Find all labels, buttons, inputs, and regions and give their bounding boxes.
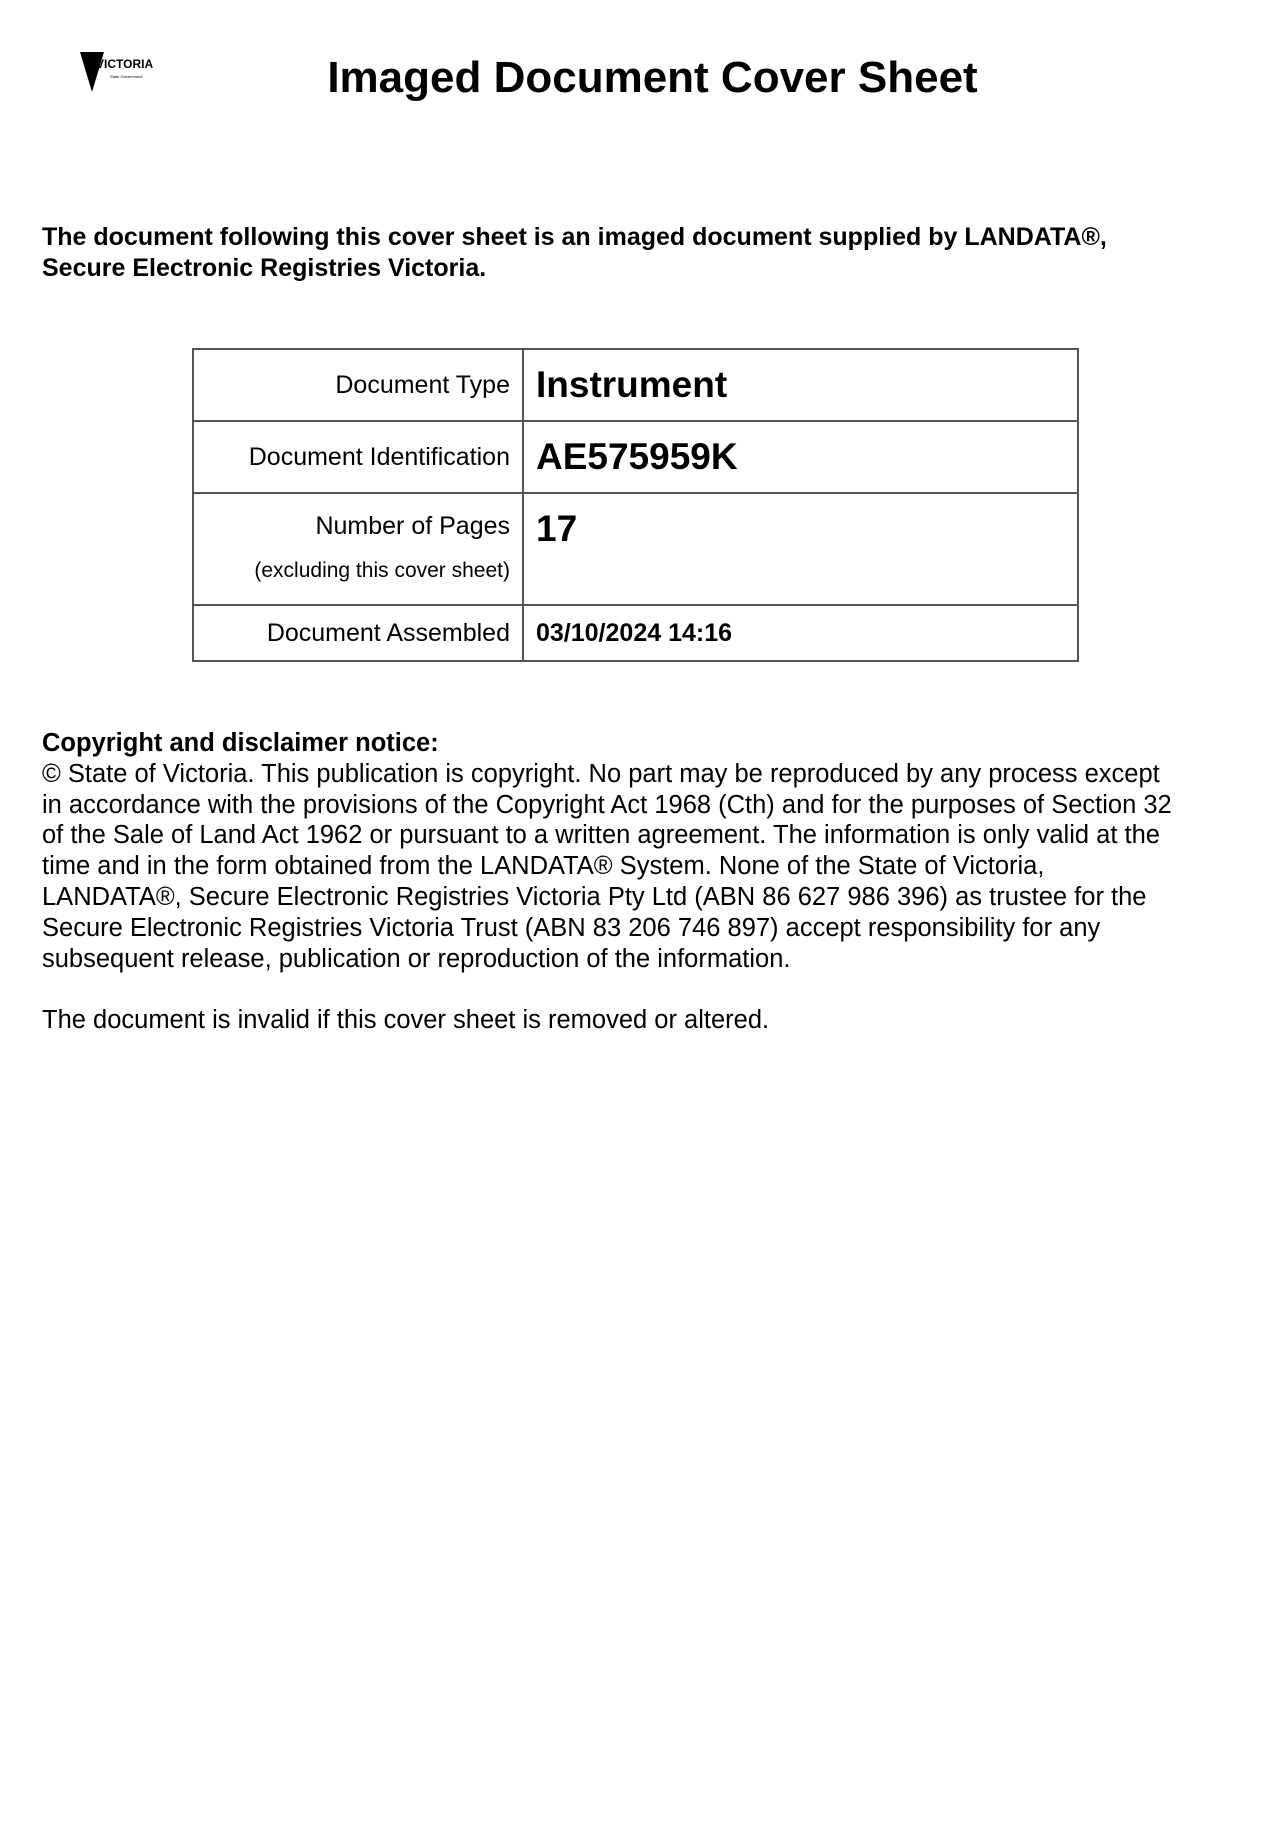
document-details-table (192, 348, 1079, 662)
copyright-notice-line: of the Sale of Land Act 1962 or pursuant to a written agreement. The information is only valid at the (42, 821, 1160, 850)
number-of-pages-sublabel: (excluding this cover sheet) (254, 559, 510, 582)
copyright-notice-line: © State of Victoria. This publication is copyright. No part may be reproduced by any process except (42, 759, 1160, 788)
number-of-pages-row (193, 493, 1078, 605)
copyright-notice-line: LANDATA®, Secure Electronic Registries Victoria Pty Ltd (ABN 86 627 986 396) as trustee for the (42, 882, 1147, 911)
document-id-label: Document Identification (193, 421, 523, 493)
number-of-pages-label: Number of Pages (315, 512, 510, 540)
number-of-pages-value: 17 (536, 508, 578, 549)
copyright-notice-line: subsequent release, publication or reproduction of the information. (42, 944, 791, 973)
number-of-pages-value-cell (523, 493, 1078, 605)
document-assembled-row (193, 605, 1078, 661)
number-of-pages-label-cell (193, 493, 523, 605)
victoria-logo-subtext: State Government (110, 74, 143, 79)
copyright-notice-heading: Copyright and disclaimer notice: (42, 729, 439, 757)
page-title: Imaged Document Cover Sheet (327, 53, 978, 102)
invalid-statement: The document is invalid if this cover sheet is removed or altered. (42, 1006, 770, 1035)
copyright-notice (42, 728, 1242, 1036)
document-assembled-label: Document Assembled (193, 605, 523, 661)
intro-line: Secure Electronic Registries Victoria. (42, 254, 487, 282)
copyright-notice-line: time and in the form obtained from the LANDATA® System. None of the State of Victoria, (42, 852, 1045, 881)
document-id-value: AE575959K (523, 421, 1078, 493)
document-type-row (193, 349, 1078, 421)
document-type-value: Instrument (523, 349, 1078, 421)
intro-line: The document following this cover sheet is an imaged document supplied by LANDATA®, (42, 223, 1107, 251)
document-id-row (193, 421, 1078, 493)
document-type-label: Document Type (193, 349, 523, 421)
victoria-logo-wordmark: VICTORIA (96, 57, 154, 71)
notice-spacer (42, 974, 1242, 1005)
document-assembled-value: 03/10/2024 14:16 (523, 605, 1078, 661)
copyright-notice-line: in accordance with the provisions of the Copyright Act 1968 (Cth) and for the purposes of Section 32 (42, 790, 1172, 819)
intro-statement (42, 222, 1222, 284)
copyright-notice-line: Secure Electronic Registries Victoria Trust (ABN 83 206 746 897) accept responsibility for any (42, 913, 1101, 942)
